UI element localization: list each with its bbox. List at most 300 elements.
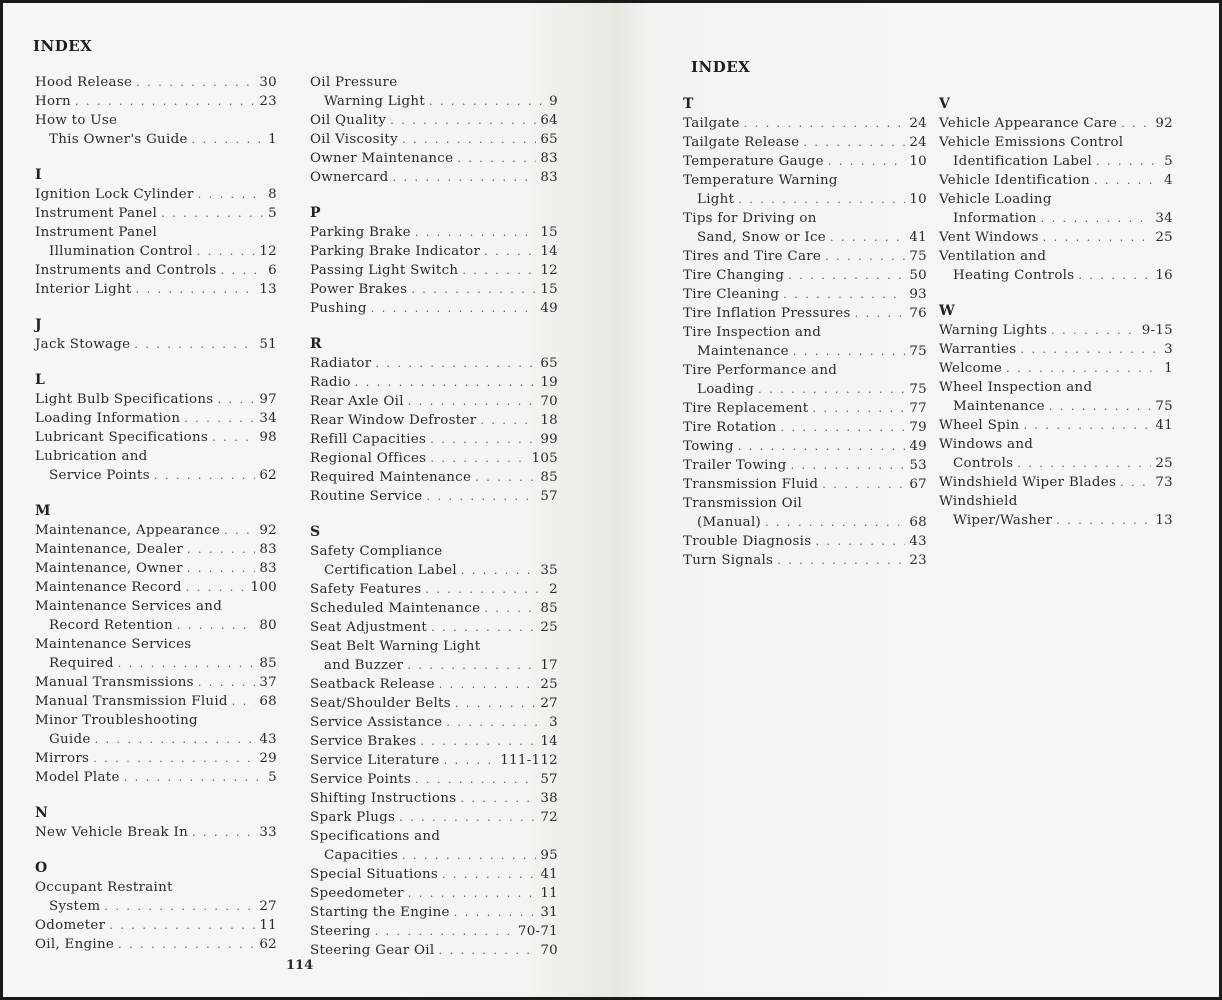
dot-leader xyxy=(738,437,906,456)
index-entry xyxy=(35,261,277,280)
entry-page: 5 xyxy=(1164,154,1173,169)
index-entry xyxy=(939,247,1173,266)
index-title-right: INDEX xyxy=(691,58,751,76)
dot-leader xyxy=(192,130,265,149)
entry-page: 25 xyxy=(540,677,558,692)
index-entry xyxy=(683,475,927,494)
dot-leader xyxy=(1017,454,1151,473)
entry-name: Speedometer xyxy=(310,886,404,901)
index-entry xyxy=(310,280,558,299)
index-entry xyxy=(310,637,558,656)
entry-page: 100 xyxy=(250,580,277,595)
dot-leader xyxy=(415,223,537,242)
entry-name: Guide xyxy=(49,732,91,747)
entry-name: Spark Plugs xyxy=(310,810,396,825)
entry-page: 49 xyxy=(540,301,558,316)
dot-leader xyxy=(134,335,255,354)
entry-page: 70-71 xyxy=(517,924,558,939)
dot-leader xyxy=(420,732,536,751)
right-page xyxy=(613,3,1219,997)
index-entry xyxy=(683,399,927,418)
entry-page: 3 xyxy=(1164,342,1173,357)
entry-page: 75 xyxy=(909,344,927,359)
section-letter: I xyxy=(35,167,42,183)
dot-leader xyxy=(1041,209,1152,228)
index-entry xyxy=(310,223,558,242)
entry-name: Controls xyxy=(953,456,1014,471)
entry-page: 65 xyxy=(540,132,558,147)
entry-page: 12 xyxy=(259,244,277,259)
index-entry xyxy=(310,941,558,960)
entry-page: 19 xyxy=(540,375,558,390)
entry-page: 83 xyxy=(259,561,277,576)
entry-name: Regional Offices xyxy=(310,451,427,466)
dot-leader xyxy=(788,266,905,285)
dot-leader xyxy=(744,114,906,133)
dot-leader xyxy=(781,418,906,437)
dot-leader xyxy=(457,149,536,168)
entry-name: and Buzzer xyxy=(324,658,404,673)
index-entry xyxy=(939,190,1173,209)
dot-leader xyxy=(777,551,905,570)
section-letter: J xyxy=(35,317,42,333)
entry-page: 1 xyxy=(1164,361,1173,376)
entry-page: 30 xyxy=(259,75,277,90)
entry-name: Owner Maintenance xyxy=(310,151,454,166)
dot-leader xyxy=(221,261,265,280)
index-entry xyxy=(683,456,927,475)
dot-leader xyxy=(136,280,256,299)
entry-name: Radio xyxy=(310,375,351,390)
entry-name: Jack Stowage xyxy=(35,337,131,352)
entry-name: Heating Controls xyxy=(953,268,1075,283)
entry-page: 17 xyxy=(540,658,558,673)
entry-name: Seatback Release xyxy=(310,677,435,692)
dot-leader xyxy=(408,884,537,903)
entry-page: 3 xyxy=(549,715,558,730)
index-entry xyxy=(310,561,558,580)
dot-leader xyxy=(184,409,255,428)
entry-page: 13 xyxy=(1155,513,1173,528)
entry-name: Vehicle Appearance Care xyxy=(939,116,1118,131)
entry-name: Transmission Oil xyxy=(683,496,803,511)
dot-leader xyxy=(822,475,905,494)
entry-page: 50 xyxy=(909,268,927,283)
dot-leader xyxy=(438,941,536,960)
index-section xyxy=(310,335,558,506)
dot-leader xyxy=(95,730,256,749)
entry-name: Service Points xyxy=(49,468,150,483)
entry-name: Seat Adjustment xyxy=(310,620,428,635)
left-page xyxy=(3,3,613,997)
index-entry xyxy=(939,171,1173,190)
dot-leader xyxy=(1020,340,1160,359)
dot-leader xyxy=(446,713,545,732)
dot-leader xyxy=(1023,416,1151,435)
index-entry xyxy=(683,114,927,133)
index-entry xyxy=(939,266,1173,285)
entry-page: 68 xyxy=(259,694,277,709)
entry-page: 85 xyxy=(540,601,558,616)
entry-name: Scheduled Maintenance xyxy=(310,601,481,616)
entry-page: 13 xyxy=(259,282,277,297)
entry-page: 92 xyxy=(259,523,277,538)
dot-leader xyxy=(738,190,905,209)
section-letter: W xyxy=(939,303,955,319)
entry-name: Loading xyxy=(697,382,755,397)
entry-name: Windows and xyxy=(939,437,1034,452)
index-section xyxy=(35,73,277,149)
index-entry xyxy=(683,437,927,456)
dot-leader xyxy=(430,449,527,468)
index-entry xyxy=(310,808,558,827)
index-entry xyxy=(310,580,558,599)
entry-page: 2 xyxy=(549,582,558,597)
entry-page: 83 xyxy=(540,151,558,166)
book-spread xyxy=(3,3,1219,997)
dot-leader xyxy=(198,673,256,692)
dot-leader xyxy=(187,540,255,559)
dot-leader xyxy=(1006,359,1160,378)
index-entry xyxy=(35,466,277,485)
section-letter: N xyxy=(35,805,48,821)
index-entry xyxy=(310,618,558,637)
section-letter: R xyxy=(310,336,322,352)
index-entry xyxy=(35,823,277,842)
entry-name: Odometer xyxy=(35,918,106,933)
index-entry xyxy=(310,599,558,618)
entry-page: 92 xyxy=(1155,116,1173,131)
entry-name: Passing Light Switch xyxy=(310,263,459,278)
entry-name: Lubrication and xyxy=(35,449,148,464)
entry-name: Tips for Driving on xyxy=(683,211,817,226)
entry-name: Wheel Spin xyxy=(939,418,1020,433)
entry-page: 18 xyxy=(540,413,558,428)
index-entry xyxy=(35,204,277,223)
entry-name: Maintenance xyxy=(697,344,789,359)
index-entry xyxy=(310,922,558,941)
left-col-2 xyxy=(310,73,558,977)
index-entry xyxy=(310,242,558,261)
index-entry xyxy=(310,468,558,487)
entry-page: 75 xyxy=(909,249,927,264)
right-col-1 xyxy=(683,95,927,587)
entry-name: Vehicle Emissions Control xyxy=(939,135,1124,150)
entry-name: Vehicle Loading xyxy=(939,192,1052,207)
entry-page: 72 xyxy=(540,810,558,825)
entry-name: Trailer Towing xyxy=(683,458,787,473)
entry-name: Tailgate Release xyxy=(683,135,800,150)
entry-name: Oil Viscosity xyxy=(310,132,398,147)
index-entry xyxy=(310,392,558,411)
index-entry xyxy=(310,694,558,713)
index-entry xyxy=(35,335,277,354)
entry-page: 97 xyxy=(259,392,277,407)
dot-leader xyxy=(104,897,255,916)
entry-name: Tire Cleaning xyxy=(683,287,780,302)
index-entry xyxy=(35,878,277,897)
index-entry xyxy=(310,354,558,373)
entry-name: Tire Performance and xyxy=(683,363,838,378)
entry-name: Safety Features xyxy=(310,582,422,597)
entry-page: 9 xyxy=(549,94,558,109)
dot-leader xyxy=(371,299,537,318)
index-section xyxy=(310,204,558,318)
dot-leader xyxy=(1096,152,1160,171)
entry-page: 43 xyxy=(259,732,277,747)
section-letter: L xyxy=(35,372,45,388)
section-letter: M xyxy=(35,503,51,519)
dot-leader xyxy=(75,92,255,111)
entry-name: Wheel Inspection and xyxy=(939,380,1093,395)
dot-leader xyxy=(1043,228,1152,247)
entry-name: System xyxy=(49,899,101,914)
entry-page: 14 xyxy=(540,734,558,749)
entry-page: 25 xyxy=(1155,230,1173,245)
index-entry xyxy=(310,449,558,468)
index-entry xyxy=(683,342,927,361)
index-entry xyxy=(35,711,277,730)
entry-name: Transmission Fluid xyxy=(683,477,819,492)
dot-leader xyxy=(484,599,536,618)
entry-page: 9-15 xyxy=(1141,323,1173,338)
index-entry xyxy=(939,321,1173,340)
index-entry xyxy=(310,865,558,884)
entry-name: Sand, Snow or Ice xyxy=(697,230,826,245)
index-entry xyxy=(310,373,558,392)
dot-leader xyxy=(444,751,497,770)
index-entry xyxy=(939,492,1173,511)
entry-name: Tire Changing xyxy=(683,268,785,283)
entry-page: 67 xyxy=(909,477,927,492)
entry-name: Manual Transmissions xyxy=(35,675,194,690)
index-entry xyxy=(683,551,927,570)
dot-leader xyxy=(154,466,255,485)
index-entry xyxy=(35,111,277,130)
entry-name: Ignition Lock Cylinder xyxy=(35,187,194,202)
index-entry xyxy=(683,171,927,190)
entry-name: Rear Axle Oil xyxy=(310,394,404,409)
entry-name: Record Retention xyxy=(49,618,173,633)
entry-page: 15 xyxy=(540,282,558,297)
entry-name: Tire Replacement xyxy=(683,401,809,416)
entry-name: Maintenance xyxy=(953,399,1045,414)
index-entry xyxy=(683,380,927,399)
entry-name: Instrument Panel xyxy=(35,225,158,240)
index-entry xyxy=(35,409,277,428)
entry-name: Windshield Wiper Blades xyxy=(939,475,1117,490)
entry-page: 49 xyxy=(909,439,927,454)
entry-name: Tire Rotation xyxy=(683,420,777,435)
dot-leader xyxy=(408,392,537,411)
entry-name: Maintenance, Dealer xyxy=(35,542,184,557)
index-entry xyxy=(683,532,927,551)
entry-page: 73 xyxy=(1155,475,1173,490)
entry-page: 68 xyxy=(909,515,927,530)
entry-page: 27 xyxy=(259,899,277,914)
entry-name: Ownercard xyxy=(310,170,389,185)
entry-page: 15 xyxy=(540,225,558,240)
index-entry xyxy=(683,361,927,380)
entry-page: 53 xyxy=(909,458,927,473)
entry-name: Parking Brake Indicator xyxy=(310,244,481,259)
index-entry xyxy=(310,411,558,430)
entry-page: 38 xyxy=(540,791,558,806)
dot-leader xyxy=(765,513,905,532)
dot-leader xyxy=(783,285,905,304)
index-entry xyxy=(939,114,1173,133)
entry-name: Routine Service xyxy=(310,489,423,504)
index-entry xyxy=(683,285,927,304)
dot-leader xyxy=(431,618,536,637)
dot-leader xyxy=(475,468,536,487)
index-entry xyxy=(939,435,1173,454)
index-entry xyxy=(310,542,558,561)
entry-name: Shifting Instructions xyxy=(310,791,457,806)
section-letter: O xyxy=(35,860,48,876)
entry-page: 8 xyxy=(268,187,277,202)
index-entry xyxy=(35,73,277,92)
entry-page: 23 xyxy=(259,94,277,109)
dot-leader xyxy=(430,430,536,449)
entry-name: Temperature Gauge xyxy=(683,154,824,169)
index-entry xyxy=(683,228,927,247)
entry-name: Steering Gear Oil xyxy=(310,943,435,958)
index-section xyxy=(35,316,277,354)
index-entry xyxy=(310,846,558,865)
entry-page: 111-112 xyxy=(500,753,558,768)
entry-name: Radiator xyxy=(310,356,372,371)
entry-page: 62 xyxy=(259,468,277,483)
entry-name: Mirrors xyxy=(35,751,90,766)
entry-name: Steering xyxy=(310,924,371,939)
index-entry xyxy=(35,897,277,916)
entry-name: This Owner's Guide xyxy=(49,132,188,147)
entry-name: Ventilation and xyxy=(939,249,1047,264)
dot-leader xyxy=(480,411,536,430)
entry-name: (Manual) xyxy=(697,515,762,530)
entry-page: 33 xyxy=(259,825,277,840)
entry-name: Occupant Restraint xyxy=(35,880,173,895)
index-entry xyxy=(310,884,558,903)
entry-name: Horn xyxy=(35,94,71,109)
entry-name: Maintenance, Appearance xyxy=(35,523,221,538)
dot-leader xyxy=(375,922,514,941)
entry-page: 83 xyxy=(259,542,277,557)
entry-page: 11 xyxy=(259,918,277,933)
index-entry xyxy=(35,242,277,261)
entry-name: Loading Information xyxy=(35,411,181,426)
index-entry xyxy=(35,280,277,299)
index-entry xyxy=(310,827,558,846)
index-entry xyxy=(939,228,1173,247)
entry-page: 76 xyxy=(909,306,927,321)
index-entry xyxy=(310,789,558,808)
entry-name: Pushing xyxy=(310,301,367,316)
entry-page: 25 xyxy=(540,620,558,635)
index-title-left: INDEX xyxy=(33,37,93,55)
entry-page: 99 xyxy=(540,432,558,447)
index-entry xyxy=(310,751,558,770)
left-col-1 xyxy=(35,73,277,971)
entry-page: 1 xyxy=(268,132,277,147)
entry-page: 75 xyxy=(1155,399,1173,414)
entry-page: 75 xyxy=(909,382,927,397)
entry-name: Warning Lights xyxy=(939,323,1048,338)
entry-name: Maintenance Services and xyxy=(35,599,223,614)
entry-page: 79 xyxy=(909,420,927,435)
entry-name: Vent Windows xyxy=(939,230,1039,245)
dot-leader xyxy=(390,111,536,130)
entry-page: 12 xyxy=(540,263,558,278)
index-entry xyxy=(683,304,927,323)
index-entry xyxy=(35,185,277,204)
entry-name: Information xyxy=(953,211,1037,226)
index-entry xyxy=(35,578,277,597)
index-entry xyxy=(310,299,558,318)
index-entry xyxy=(310,903,558,922)
index-section xyxy=(35,166,277,299)
index-entry xyxy=(683,418,927,437)
index-entry xyxy=(310,73,558,92)
entry-name: Warranties xyxy=(939,342,1017,357)
index-entry xyxy=(310,732,558,751)
index-entry xyxy=(939,359,1173,378)
entry-page: 23 xyxy=(909,553,927,568)
entry-page: 24 xyxy=(909,135,927,150)
section-letter: P xyxy=(310,205,321,221)
dot-leader xyxy=(118,654,256,673)
dot-leader xyxy=(803,133,905,152)
dot-leader xyxy=(399,808,536,827)
right-col-2 xyxy=(939,95,1173,547)
dot-leader xyxy=(758,380,905,399)
dot-leader xyxy=(161,204,264,223)
index-section xyxy=(683,95,927,570)
dot-leader xyxy=(454,903,537,922)
entry-name: Safety Compliance xyxy=(310,544,443,559)
index-entry xyxy=(35,130,277,149)
index-entry xyxy=(683,133,927,152)
dot-leader xyxy=(402,130,536,149)
dot-leader xyxy=(1121,114,1151,133)
dot-leader xyxy=(187,559,255,578)
entry-name: Oil Quality xyxy=(310,113,387,128)
index-entry xyxy=(35,521,277,540)
dot-leader xyxy=(830,228,905,247)
entry-page: 25 xyxy=(1155,456,1173,471)
entry-page: 29 xyxy=(259,751,277,766)
dot-leader xyxy=(375,354,536,373)
dot-leader xyxy=(791,456,906,475)
entry-name: Maintenance, Owner xyxy=(35,561,183,576)
entry-name: Hood Release xyxy=(35,75,133,90)
index-entry xyxy=(683,190,927,209)
entry-name: Maintenance Services xyxy=(35,637,192,652)
entry-page: 85 xyxy=(540,470,558,485)
entry-name: Illumination Control xyxy=(49,244,193,259)
entry-page: 85 xyxy=(259,656,277,671)
dot-leader xyxy=(462,261,536,280)
entry-page: 98 xyxy=(259,430,277,445)
entry-name: Manual Transmission Fluid xyxy=(35,694,228,709)
entry-page: 4 xyxy=(1164,173,1173,188)
entry-page: 83 xyxy=(540,170,558,185)
index-entry xyxy=(35,540,277,559)
index-entry xyxy=(35,673,277,692)
index-entry xyxy=(35,428,277,447)
entry-page: 6 xyxy=(268,263,277,278)
